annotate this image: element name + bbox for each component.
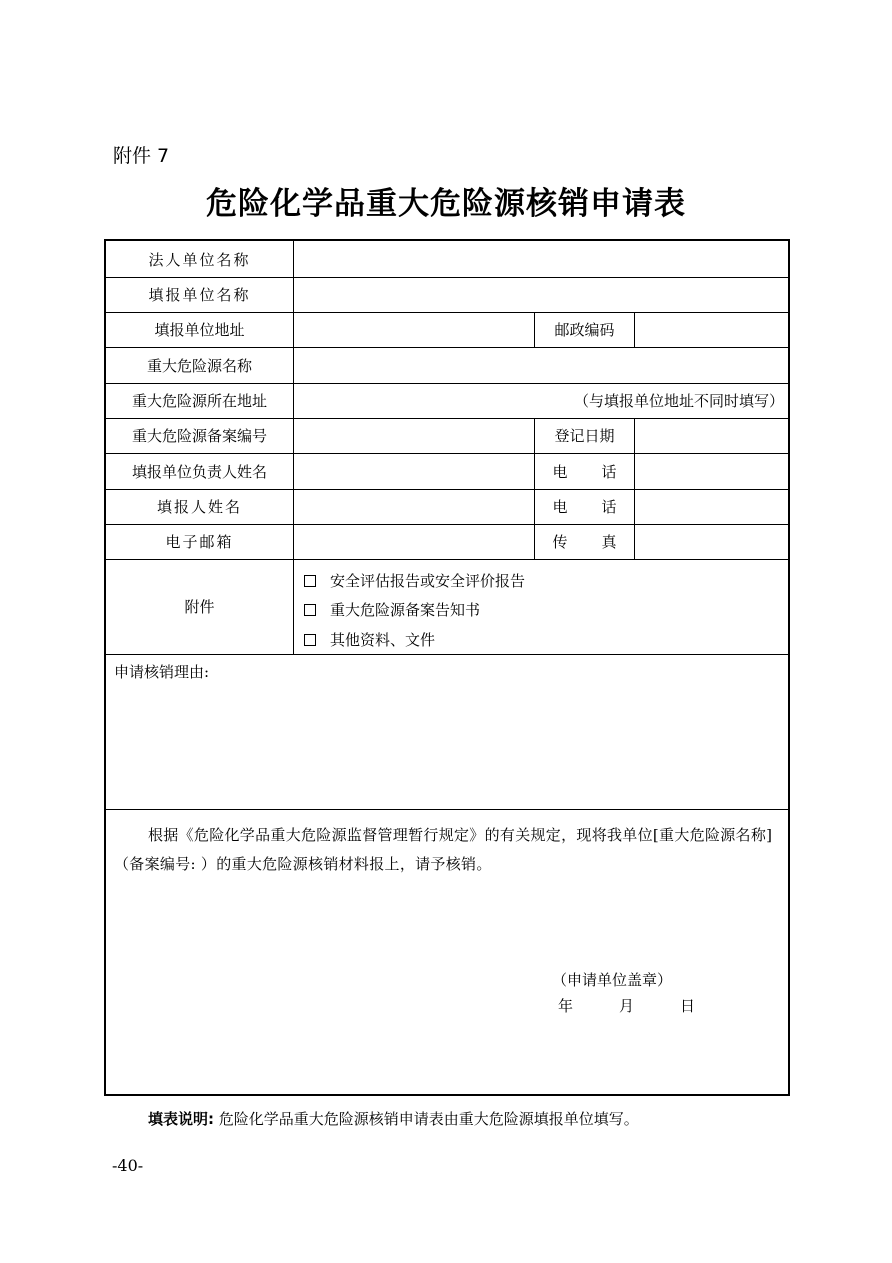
hazard-address-note: （与填报单位地址不同时填写） (573, 392, 784, 410)
responsible-person-field[interactable] (294, 453, 534, 489)
page-title: 危险化学品重大危险源核销申请表 (206, 186, 686, 222)
register-date-label: 登记日期 (554, 427, 615, 445)
hazard-name-field[interactable] (294, 347, 788, 383)
attachments-label: 附件 (184, 598, 215, 616)
reporting-unit-label: 填报单位名称 (148, 286, 251, 304)
fax-label: 传 真 (552, 533, 617, 551)
seal-placeholder: （申请单位盖章） (552, 971, 673, 989)
attachment-option-1[interactable]: 安全评估报告或安全评价报告 (304, 570, 525, 591)
record-number-field[interactable] (294, 418, 534, 453)
hazard-address-field[interactable] (294, 383, 784, 418)
record-number-label: 重大危险源备案编号 (131, 427, 267, 445)
phone-label: 电 话 (552, 498, 617, 516)
reason-label: 申请核销理由: (114, 663, 210, 681)
reporting-unit-field[interactable] (294, 277, 788, 312)
reporting-address-field[interactable] (294, 312, 534, 347)
application-form (104, 239, 790, 1096)
responsible-person-label: 填报单位负责人姓名 (131, 462, 267, 481)
email-field[interactable] (294, 524, 534, 559)
checkbox-icon[interactable] (304, 634, 316, 646)
row-divider (106, 809, 788, 810)
declaration-text: 根据《危险化学品重大危险源监督管理暂行规定》的有关规定，现将我单位[重大危险源名称]（备案编号: ）的重大危险源核销材料报上，请予核销。 (114, 826, 773, 873)
hazard-address-label: 重大危险源所在地址 (131, 392, 267, 410)
attachment-option-2[interactable]: 重大危险源备案告知书 (304, 599, 480, 620)
register-date-field[interactable] (635, 418, 788, 453)
postcode-label: 邮政编码 (554, 321, 615, 339)
checkbox-icon[interactable] (304, 604, 316, 616)
responsible-phone-field[interactable] (635, 453, 788, 489)
date-line (558, 995, 695, 1016)
email-label: 电子邮箱 (165, 533, 234, 551)
fill-instructions (148, 1108, 639, 1129)
filler-name-label: 填报人姓名 (156, 498, 242, 516)
checkbox-icon[interactable] (304, 575, 316, 587)
attachment-option-3[interactable]: 其他资料、文件 (304, 629, 435, 650)
page-number: -40- (112, 1156, 144, 1175)
hazard-name-label: 重大危险源名称 (146, 356, 252, 375)
row-divider (106, 654, 788, 655)
phone-label: 电 话 (552, 462, 617, 481)
year-label: 年 (558, 997, 574, 1015)
filler-name-field[interactable] (294, 489, 534, 524)
attachment-number: 附件 7 (113, 145, 170, 167)
legal-entity-label: 法人单位名称 (148, 250, 251, 269)
note-text: 危险化学品重大危险源核销申请表由重大危险源填报单位填写。 (218, 1110, 639, 1128)
reporting-address-label: 填报单位地址 (154, 321, 245, 339)
legal-entity-field[interactable] (294, 241, 788, 277)
postcode-field[interactable] (635, 312, 788, 347)
day-label: 日 (680, 997, 696, 1015)
month-label: 月 (619, 997, 635, 1015)
filler-phone-field[interactable] (635, 489, 788, 524)
note-label: 填表说明: (148, 1110, 214, 1128)
fax-field[interactable] (635, 524, 788, 559)
